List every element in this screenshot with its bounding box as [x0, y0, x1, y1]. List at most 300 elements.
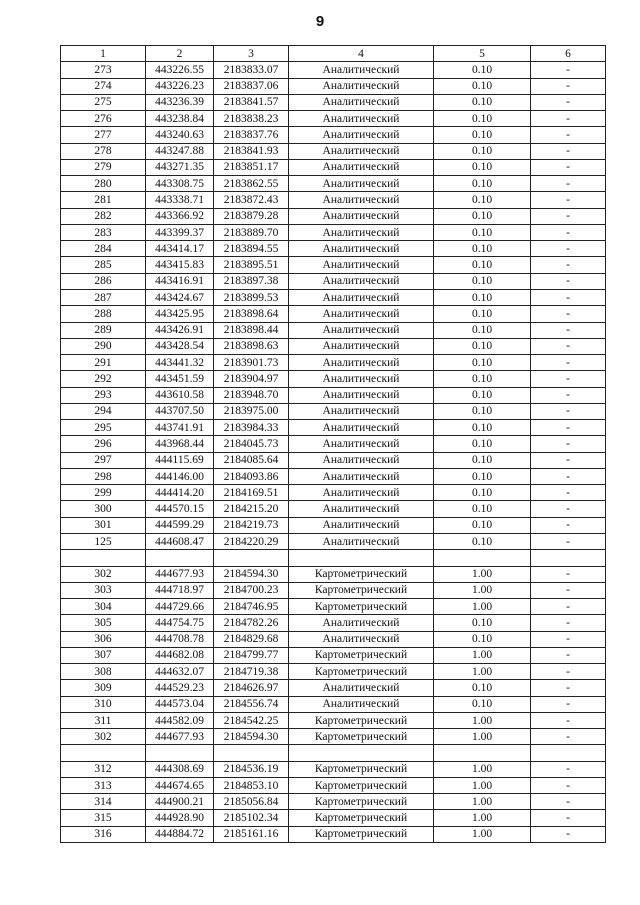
table-row [61, 257, 606, 273]
table-row [61, 761, 606, 777]
accuracy-cell: 0.10 [434, 387, 531, 403]
accuracy-cell: 0.10 [434, 533, 531, 549]
table-row [61, 420, 606, 436]
accuracy-cell: 1.00 [434, 582, 531, 598]
accuracy-cell: 0.10 [434, 111, 531, 127]
point-number-cell: 287 [61, 289, 146, 305]
accuracy-cell: 1.00 [434, 712, 531, 728]
x-coordinate-cell: 444570.15 [146, 501, 214, 517]
table-row [61, 615, 606, 631]
method-cell: Аналитический [289, 501, 434, 517]
method-cell: Картометрический [289, 599, 434, 615]
point-number-cell: 315 [61, 810, 146, 826]
y-coordinate-cell: 2183862.55 [214, 176, 289, 192]
note-cell: - [531, 517, 606, 533]
table-row [61, 62, 606, 78]
method-cell: Аналитический [289, 533, 434, 549]
accuracy-cell: 0.10 [434, 78, 531, 94]
note-cell: - [531, 143, 606, 159]
x-coordinate-cell: 443416.91 [146, 273, 214, 289]
point-number-cell: 276 [61, 111, 146, 127]
note-cell: - [531, 338, 606, 354]
x-coordinate-cell: 443968.44 [146, 436, 214, 452]
table-row [61, 680, 606, 696]
method-cell: Картометрический [289, 582, 434, 598]
x-coordinate-cell: 444599.29 [146, 517, 214, 533]
point-number-cell: 280 [61, 176, 146, 192]
x-coordinate-cell: 444632.07 [146, 664, 214, 680]
y-coordinate-cell: 2183837.76 [214, 127, 289, 143]
table-row [61, 810, 606, 826]
point-number-cell: 292 [61, 371, 146, 387]
note-cell: - [531, 159, 606, 175]
note-cell: - [531, 533, 606, 549]
x-coordinate-cell: 443415.83 [146, 257, 214, 273]
y-coordinate-cell [214, 745, 289, 761]
x-coordinate-cell: 443399.37 [146, 224, 214, 240]
x-coordinate-cell: 444146.00 [146, 468, 214, 484]
table-row [61, 322, 606, 338]
x-coordinate-cell: 443308.75 [146, 176, 214, 192]
y-coordinate-cell: 2184169.51 [214, 485, 289, 501]
table-row [61, 745, 606, 761]
point-number-cell: 290 [61, 338, 146, 354]
note-cell: - [531, 452, 606, 468]
y-coordinate-cell: 2184045.73 [214, 436, 289, 452]
x-coordinate-cell: 444754.75 [146, 615, 214, 631]
accuracy-cell: 0.10 [434, 192, 531, 208]
x-coordinate-cell: 444573.04 [146, 696, 214, 712]
table-row [61, 794, 606, 810]
accuracy-cell: 0.10 [434, 338, 531, 354]
table-row [61, 387, 606, 403]
y-coordinate-cell: 2184594.30 [214, 729, 289, 745]
point-number-cell: 313 [61, 777, 146, 793]
method-cell [289, 745, 434, 761]
y-coordinate-cell: 2184542.25 [214, 712, 289, 728]
accuracy-cell: 0.10 [434, 631, 531, 647]
note-cell: - [531, 111, 606, 127]
accuracy-cell [434, 745, 531, 761]
note-cell: - [531, 582, 606, 598]
point-number-cell: 277 [61, 127, 146, 143]
note-cell: - [531, 599, 606, 615]
accuracy-cell [434, 550, 531, 566]
point-number-cell: 296 [61, 436, 146, 452]
y-coordinate-cell: 2183872.43 [214, 192, 289, 208]
point-number-cell: 299 [61, 485, 146, 501]
point-number-cell: 305 [61, 615, 146, 631]
table-row [61, 582, 606, 598]
y-coordinate-cell: 2183898.63 [214, 338, 289, 354]
note-cell: - [531, 257, 606, 273]
accuracy-cell: 0.10 [434, 696, 531, 712]
method-cell: Картометрический [289, 647, 434, 663]
method-cell: Аналитический [289, 192, 434, 208]
y-coordinate-cell: 2183894.55 [214, 241, 289, 257]
x-coordinate-cell: 444677.93 [146, 729, 214, 745]
x-coordinate-cell: 443226.23 [146, 78, 214, 94]
y-coordinate-cell: 2183948.70 [214, 387, 289, 403]
accuracy-cell: 0.10 [434, 420, 531, 436]
note-cell: - [531, 306, 606, 322]
column-header-6: 6 [531, 46, 606, 62]
note-cell: - [531, 696, 606, 712]
point-number-cell: 308 [61, 664, 146, 680]
y-coordinate-cell: 2184746.95 [214, 599, 289, 615]
accuracy-cell: 0.10 [434, 94, 531, 110]
accuracy-cell: 1.00 [434, 599, 531, 615]
note-cell: - [531, 826, 606, 842]
y-coordinate-cell: 2183851.17 [214, 159, 289, 175]
note-cell: - [531, 289, 606, 305]
accuracy-cell: 1.00 [434, 729, 531, 745]
note-cell: - [531, 761, 606, 777]
point-number-cell: 295 [61, 420, 146, 436]
table-row [61, 452, 606, 468]
point-number-cell: 286 [61, 273, 146, 289]
x-coordinate-cell: 444414.20 [146, 485, 214, 501]
note-cell: - [531, 794, 606, 810]
point-number-cell: 293 [61, 387, 146, 403]
table-row [61, 143, 606, 159]
note-cell: - [531, 647, 606, 663]
y-coordinate-cell: 2184093.86 [214, 468, 289, 484]
x-coordinate-cell: 444529.23 [146, 680, 214, 696]
accuracy-cell: 0.10 [434, 485, 531, 501]
y-coordinate-cell: 2185102.34 [214, 810, 289, 826]
point-number-cell: 294 [61, 403, 146, 419]
y-coordinate-cell: 2184085.64 [214, 452, 289, 468]
x-coordinate-cell: 443441.32 [146, 355, 214, 371]
x-coordinate-cell: 443428.54 [146, 338, 214, 354]
page-number: 9 [315, 13, 325, 30]
table-row [61, 517, 606, 533]
point-number-cell: 279 [61, 159, 146, 175]
x-coordinate-cell: 443247.88 [146, 143, 214, 159]
point-number-cell: 283 [61, 224, 146, 240]
table-row [61, 78, 606, 94]
table-row [61, 599, 606, 615]
method-cell: Аналитический [289, 355, 434, 371]
point-number-cell: 297 [61, 452, 146, 468]
note-cell: - [531, 680, 606, 696]
x-coordinate-cell: 443414.17 [146, 241, 214, 257]
x-coordinate-cell: 443610.58 [146, 387, 214, 403]
method-cell: Картометрический [289, 810, 434, 826]
method-cell: Картометрический [289, 664, 434, 680]
method-cell: Аналитический [289, 436, 434, 452]
method-cell: Аналитический [289, 62, 434, 78]
point-number-cell: 303 [61, 582, 146, 598]
x-coordinate-cell: 444608.47 [146, 533, 214, 549]
x-coordinate-cell: 443226.55 [146, 62, 214, 78]
point-number-cell [61, 550, 146, 566]
note-cell: - [531, 208, 606, 224]
table-row [61, 664, 606, 680]
note-cell: - [531, 664, 606, 680]
note-cell: - [531, 192, 606, 208]
accuracy-cell: 1.00 [434, 777, 531, 793]
point-number-cell: 314 [61, 794, 146, 810]
y-coordinate-cell: 2183895.51 [214, 257, 289, 273]
method-cell: Аналитический [289, 176, 434, 192]
note-cell: - [531, 322, 606, 338]
accuracy-cell: 1.00 [434, 826, 531, 842]
y-coordinate-cell: 2184215.20 [214, 501, 289, 517]
method-cell: Картометрический [289, 777, 434, 793]
point-number-cell: 284 [61, 241, 146, 257]
note-cell: - [531, 468, 606, 484]
table-row [61, 176, 606, 192]
method-cell: Аналитический [289, 485, 434, 501]
x-coordinate-cell: 444582.09 [146, 712, 214, 728]
note-cell: - [531, 355, 606, 371]
method-cell: Аналитический [289, 289, 434, 305]
y-coordinate-cell: 2183901.73 [214, 355, 289, 371]
accuracy-cell: 0.10 [434, 289, 531, 305]
method-cell: Картометрический [289, 826, 434, 842]
note-cell: - [531, 729, 606, 745]
note-cell [531, 550, 606, 566]
x-coordinate-cell: 443240.63 [146, 127, 214, 143]
x-coordinate-cell: 444718.97 [146, 582, 214, 598]
point-number-cell: 302 [61, 729, 146, 745]
table-body [61, 62, 606, 843]
accuracy-cell: 0.10 [434, 306, 531, 322]
y-coordinate-cell: 2184853.10 [214, 777, 289, 793]
note-cell: - [531, 712, 606, 728]
point-number-cell: 309 [61, 680, 146, 696]
column-header-4: 4 [289, 46, 434, 62]
point-number-cell: 306 [61, 631, 146, 647]
note-cell: - [531, 485, 606, 501]
x-coordinate-cell: 443741.91 [146, 420, 214, 436]
y-coordinate-cell: 2183841.93 [214, 143, 289, 159]
table-row [61, 729, 606, 745]
y-coordinate-cell: 2183899.53 [214, 289, 289, 305]
accuracy-cell: 0.10 [434, 159, 531, 175]
table-row [61, 241, 606, 257]
y-coordinate-cell: 2184536.19 [214, 761, 289, 777]
method-cell: Аналитический [289, 208, 434, 224]
method-cell: Аналитический [289, 338, 434, 354]
point-number-cell: 289 [61, 322, 146, 338]
y-coordinate-cell: 2183879.28 [214, 208, 289, 224]
point-number-cell: 288 [61, 306, 146, 322]
y-coordinate-cell: 2184219.73 [214, 517, 289, 533]
method-cell: Аналитический [289, 78, 434, 94]
note-cell: - [531, 420, 606, 436]
x-coordinate-cell: 444677.93 [146, 566, 214, 582]
point-number-cell: 301 [61, 517, 146, 533]
table-row [61, 712, 606, 728]
column-header-2: 2 [146, 46, 214, 62]
method-cell: Аналитический [289, 257, 434, 273]
table-row [61, 403, 606, 419]
x-coordinate-cell: 444682.08 [146, 647, 214, 663]
method-cell: Аналитический [289, 615, 434, 631]
method-cell [289, 550, 434, 566]
method-cell: Картометрический [289, 729, 434, 745]
note-cell: - [531, 615, 606, 631]
table-row [61, 777, 606, 793]
note-cell: - [531, 777, 606, 793]
accuracy-cell: 0.10 [434, 224, 531, 240]
table-row [61, 826, 606, 842]
accuracy-cell: 1.00 [434, 647, 531, 663]
note-cell: - [531, 78, 606, 94]
method-cell: Картометрический [289, 566, 434, 582]
note-cell: - [531, 127, 606, 143]
table-row [61, 566, 606, 582]
accuracy-cell: 0.10 [434, 436, 531, 452]
table-row [61, 127, 606, 143]
point-number-cell [61, 745, 146, 761]
x-coordinate-cell: 443338.71 [146, 192, 214, 208]
y-coordinate-cell: 2185161.16 [214, 826, 289, 842]
accuracy-cell: 0.10 [434, 257, 531, 273]
accuracy-cell: 0.10 [434, 143, 531, 159]
method-cell: Аналитический [289, 468, 434, 484]
y-coordinate-cell: 2184556.74 [214, 696, 289, 712]
note-cell [531, 745, 606, 761]
point-number-cell: 275 [61, 94, 146, 110]
method-cell: Аналитический [289, 241, 434, 257]
table-row [61, 647, 606, 663]
accuracy-cell: 1.00 [434, 810, 531, 826]
note-cell: - [531, 371, 606, 387]
accuracy-cell: 0.10 [434, 127, 531, 143]
note-cell: - [531, 436, 606, 452]
table-row [61, 111, 606, 127]
method-cell: Аналитический [289, 143, 434, 159]
point-number-cell: 310 [61, 696, 146, 712]
y-coordinate-cell: 2184626.97 [214, 680, 289, 696]
method-cell: Аналитический [289, 322, 434, 338]
accuracy-cell: 1.00 [434, 761, 531, 777]
table-row [61, 159, 606, 175]
method-cell: Картометрический [289, 761, 434, 777]
point-number-cell: 311 [61, 712, 146, 728]
accuracy-cell: 0.10 [434, 403, 531, 419]
table-row [61, 371, 606, 387]
x-coordinate-cell: 444115.69 [146, 452, 214, 468]
column-header-3: 3 [214, 46, 289, 62]
y-coordinate-cell: 2184719.38 [214, 664, 289, 680]
method-cell: Аналитический [289, 680, 434, 696]
y-coordinate-cell: 2183975.00 [214, 403, 289, 419]
point-number-cell: 304 [61, 599, 146, 615]
x-coordinate-cell: 443451.59 [146, 371, 214, 387]
column-header-1: 1 [61, 46, 146, 62]
point-number-cell: 282 [61, 208, 146, 224]
point-number-cell: 125 [61, 533, 146, 549]
accuracy-cell: 1.00 [434, 664, 531, 680]
method-cell: Аналитический [289, 273, 434, 289]
y-coordinate-cell: 2183984.33 [214, 420, 289, 436]
accuracy-cell: 0.10 [434, 615, 531, 631]
table-row [61, 289, 606, 305]
y-coordinate-cell: 2183898.44 [214, 322, 289, 338]
x-coordinate-cell: 444900.21 [146, 794, 214, 810]
note-cell: - [531, 566, 606, 582]
table-row [61, 501, 606, 517]
note-cell: - [531, 403, 606, 419]
method-cell: Аналитический [289, 94, 434, 110]
table-row [61, 485, 606, 501]
y-coordinate-cell: 2184220.29 [214, 533, 289, 549]
method-cell: Аналитический [289, 631, 434, 647]
x-coordinate-cell: 444308.69 [146, 761, 214, 777]
point-number-cell: 300 [61, 501, 146, 517]
table-row [61, 224, 606, 240]
table-row [61, 631, 606, 647]
table-row [61, 550, 606, 566]
x-coordinate-cell: 443236.39 [146, 94, 214, 110]
method-cell: Аналитический [289, 403, 434, 419]
y-coordinate-cell: 2183889.70 [214, 224, 289, 240]
y-coordinate-cell: 2184700.23 [214, 582, 289, 598]
table-row [61, 306, 606, 322]
point-number-cell: 273 [61, 62, 146, 78]
x-coordinate-cell: 444884.72 [146, 826, 214, 842]
point-number-cell: 278 [61, 143, 146, 159]
table-row [61, 696, 606, 712]
note-cell: - [531, 810, 606, 826]
note-cell: - [531, 224, 606, 240]
point-number-cell: 291 [61, 355, 146, 371]
column-header-5: 5 [434, 46, 531, 62]
table-row [61, 355, 606, 371]
method-cell: Аналитический [289, 420, 434, 436]
x-coordinate-cell: 444729.66 [146, 599, 214, 615]
accuracy-cell: 0.10 [434, 62, 531, 78]
note-cell: - [531, 501, 606, 517]
note-cell: - [531, 241, 606, 257]
accuracy-cell: 0.10 [434, 241, 531, 257]
accuracy-cell: 0.10 [434, 517, 531, 533]
y-coordinate-cell: 2185056.84 [214, 794, 289, 810]
point-number-cell: 281 [61, 192, 146, 208]
point-number-cell: 298 [61, 468, 146, 484]
accuracy-cell: 0.10 [434, 273, 531, 289]
accuracy-cell: 0.10 [434, 208, 531, 224]
method-cell: Картометрический [289, 712, 434, 728]
table-row [61, 208, 606, 224]
x-coordinate-cell: 443271.35 [146, 159, 214, 175]
table-row [61, 192, 606, 208]
point-number-cell: 312 [61, 761, 146, 777]
x-coordinate-cell: 444708.78 [146, 631, 214, 647]
y-coordinate-cell: 2184782.26 [214, 615, 289, 631]
y-coordinate-cell: 2183833.07 [214, 62, 289, 78]
y-coordinate-cell: 2184799.77 [214, 647, 289, 663]
y-coordinate-cell: 2184829.68 [214, 631, 289, 647]
x-coordinate-cell: 443426.91 [146, 322, 214, 338]
table-row [61, 273, 606, 289]
note-cell: - [531, 94, 606, 110]
y-coordinate-cell: 2183841.57 [214, 94, 289, 110]
method-cell: Аналитический [289, 452, 434, 468]
note-cell: - [531, 273, 606, 289]
y-coordinate-cell: 2183904.97 [214, 371, 289, 387]
y-coordinate-cell: 2183898.64 [214, 306, 289, 322]
accuracy-cell: 0.10 [434, 501, 531, 517]
x-coordinate-cell [146, 745, 214, 761]
method-cell: Аналитический [289, 387, 434, 403]
accuracy-cell: 0.10 [434, 176, 531, 192]
